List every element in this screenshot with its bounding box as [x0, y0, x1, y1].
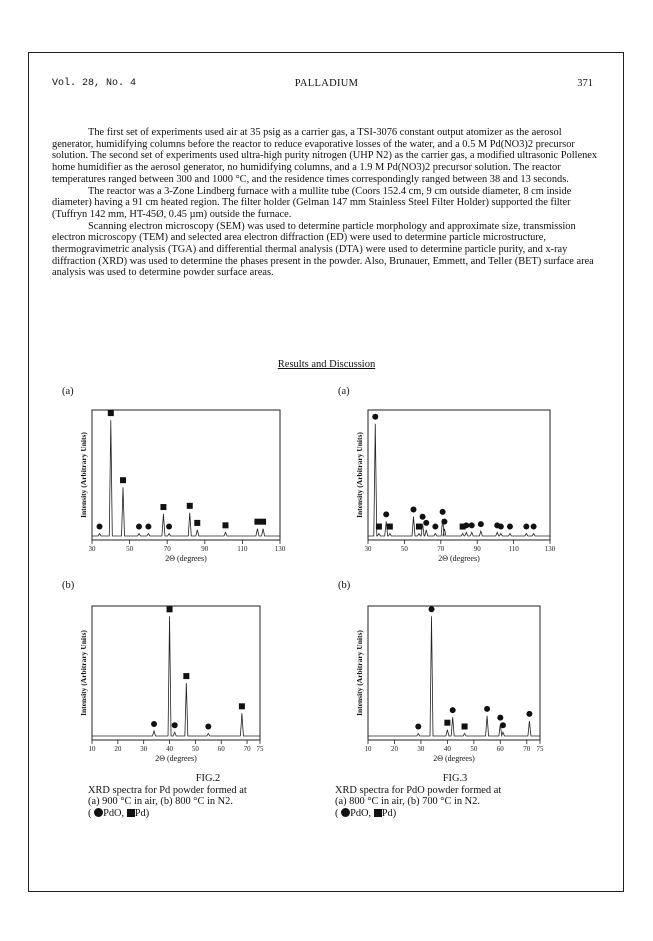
pd-square-icon [374, 809, 382, 817]
x-tick-label: 10 [364, 745, 372, 753]
x-tick-label: 20 [390, 745, 398, 753]
x-tick-label: 50 [126, 545, 134, 553]
section-heading: Results and Discussion [277, 359, 376, 370]
x-tick-label: 90 [201, 545, 209, 553]
x-tick-label: 70 [243, 745, 251, 753]
pdo-circle-icon [94, 808, 103, 817]
y-axis-label: Intensity (Arbitrary Units) [79, 630, 88, 716]
x-tick-label: 40 [166, 745, 174, 753]
caption-fig2-line2: (a) 900 °C in air, (b) 800 °C in N2. [88, 796, 233, 807]
y-axis-label: Intensity (Arbitrary Units) [355, 432, 364, 518]
caption-fig2 [88, 773, 328, 819]
x-tick-label: 130 [274, 545, 286, 553]
peak-marker-pd [462, 723, 468, 729]
running-title: PALLADIUM [294, 78, 359, 89]
x-axis-label: 2Θ (degrees) [165, 554, 207, 563]
x-tick-label: 60 [496, 745, 504, 753]
x-tick-label: 60 [217, 745, 225, 753]
x-axis-label: 2Θ (degrees) [155, 754, 197, 763]
peak-marker-pdo [497, 715, 503, 721]
x-tick-label: 50 [400, 545, 408, 553]
paragraph-reactor: The reactor was a 3-Zone Lindberg furnace with a mullite tube (Coors 152.4 cm, 9 cm outside diameter, 8 cm inside diameter) having a 91 cm heated region. The filter holder (Gelman 147 mm Stainless Steel Filter Holder) supported the filter (Tuffryn 142 mm, HT-45Ø, 0.45 µm) outside the furnace. [52, 185, 572, 220]
x-axis-label: 2Θ (degrees) [433, 754, 475, 763]
x-tick-label: 50 [191, 745, 199, 753]
panel-label-fig2a: (a) [62, 386, 74, 397]
x-tick-label: 20 [114, 745, 122, 753]
x-tick-label: 110 [508, 545, 519, 553]
pdo-circle-icon [341, 808, 350, 817]
x-tick-label: 70 [523, 745, 531, 753]
x-tick-label: 30 [88, 545, 96, 553]
peak-marker-pdo [500, 722, 506, 728]
pd-square-icon [127, 809, 135, 817]
x-tick-label: 75 [536, 745, 544, 753]
y-axis-label: Intensity (Arbitrary Units) [355, 630, 364, 716]
x-tick-label: 10 [88, 745, 96, 753]
peak-marker-pdo [526, 711, 532, 717]
caption-fig2-number: FIG.2 [195, 773, 221, 784]
x-tick-label: 40 [443, 745, 451, 753]
caption-fig3-number: FIG.3 [442, 773, 468, 784]
legend-pd-label: Pd) [381, 807, 397, 819]
x-axis-label: 2Θ (degrees) [438, 554, 480, 563]
x-tick-label: 30 [364, 545, 372, 553]
caption-fig2-legend: ( PdO, Pd) [88, 807, 150, 819]
peak-marker-pdo [450, 707, 456, 713]
legend-pd-label: Pd) [134, 807, 150, 819]
peak-marker-pdo [429, 606, 435, 612]
caption-fig3-legend: ( PdO, Pd) [335, 807, 397, 819]
caption-fig2-line1: XRD spectra for Pd powder formed at [88, 784, 247, 796]
x-tick-label: 30 [140, 745, 148, 753]
volume-label: Vol. 28, No. 4 [52, 78, 137, 89]
panel-label-fig3a: (a) [338, 386, 350, 397]
x-tick-label: 130 [544, 545, 556, 553]
caption-fig3 [335, 773, 575, 819]
plot-frame [368, 606, 540, 740]
x-tick-label: 70 [163, 545, 171, 553]
legend-pdo-label: PdO, [350, 807, 372, 819]
panel-label-fig3b: (b) [338, 580, 351, 591]
x-tick-label: 30 [417, 745, 425, 753]
peak-marker-pdo [415, 723, 421, 729]
legend-pdo-label: PdO, [103, 807, 125, 819]
spectrum-line [368, 616, 540, 736]
x-tick-label: 90 [473, 545, 481, 553]
y-axis-label: Intensity (Arbitrary Units) [79, 432, 88, 518]
paragraph-carrier-gas: The first set of experiments used air at 35 psig as a carrier gas, a TSI-3076 constant output atomizer as the aerosol generator, humidifying columns before the reactor to reduce evaporative losses of the water, and a 0.5 M Pd(NO3)2 precursor solution. The second set of experiments used ultra-high purity nitrogen (UHP N2) as the carrier gas, a modified ultrasonic Pollenex home humidifier as the aerosol generator, no humidifying columns, and a 1.9 M Pd(NO3)2 precursor solution. The reactor temperatures ranged between 300 and 1000 °C, and the residence times correspondingly ranged between 38 and 13 seconds. [52, 127, 598, 185]
x-tick-label: 75 [256, 745, 264, 753]
paragraph-characterization: Scanning electron microscopy (SEM) was used to determine particle morphology and approximate size, transmission electron microscopy (TEM) and selected area electron diffraction (ED) were used to determine particle microstructure, thermogravimetric analysis (TGA) and differential thermal analysis (DTA) were used to determine particle purity, and x-ray diffraction (XRD) was used to determine the phases present in the powder. Also, Brunauer, Emmett, and Teller (BET) surface area analysis was used to determine powder surface areas. [52, 220, 594, 279]
panel-label-fig2b: (b) [62, 580, 75, 591]
caption-fig3-line1: XRD spectra for PdO powder formed at [335, 784, 502, 796]
x-tick-label: 110 [237, 545, 248, 553]
page-number: 371 [577, 78, 593, 89]
x-tick-label: 70 [437, 545, 445, 553]
peak-marker-pd [444, 720, 450, 726]
caption-fig3-line2: (a) 800 °C in air, (b) 700 °C in N2. [335, 796, 480, 807]
peak-marker-pdo [484, 706, 490, 712]
x-tick-label: 50 [470, 745, 478, 753]
